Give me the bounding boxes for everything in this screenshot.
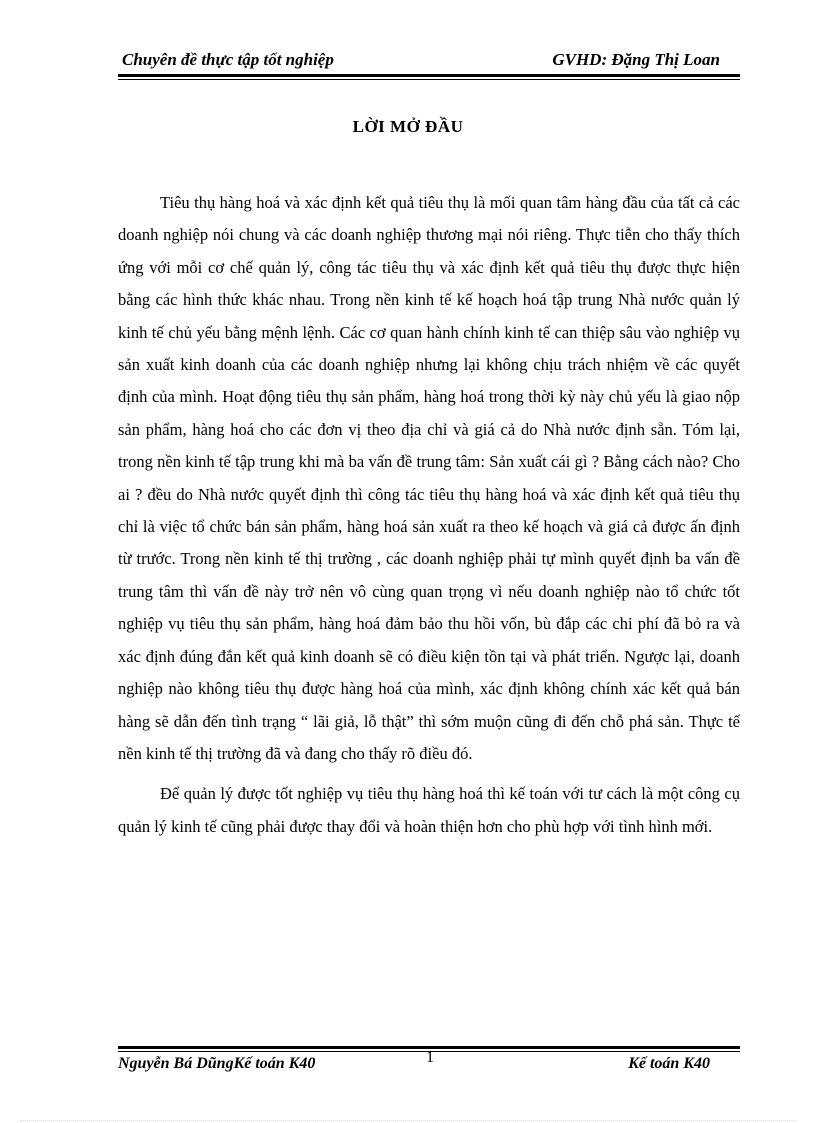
bottom-dotted-border	[20, 1120, 796, 1121]
header-advisor: GVHD: Đặng Thị Loan	[552, 50, 720, 69]
header-rule-thick	[118, 74, 740, 77]
footer-author: Nguyễn Bá DũngKế toán K40	[118, 1055, 316, 1072]
page-number: 1	[426, 1049, 434, 1066]
paragraph-intro: Tiêu thụ hàng hoá và xác định kết quả tiêu thụ là mối quan tâm hàng đầu của tất cả các doanh nghiệp nói chung và các doanh nghiệp thương mại nói riêng. Thực tiễn cho thấy thích ứng với mỗi cơ chế quản lý, công tác tiêu thụ và xác định kết quả tiêu thụ được thực hiện bằng các hình thức khác nhau. Trong nền kinh tế kế hoạch hoá tập trung Nhà nước quản lý kinh tế chủ yếu bằng mệnh lệnh. Các cơ quan hành chính kinh tế can thiệp sâu vào nghiệp vụ sản xuất kinh doanh của các doanh nghiệp nhưng lại không chịu trách nhiệm về các quyết định của mình. Hoạt động tiêu thụ sản phẩm, hàng hoá trong thời kỳ này chủ yếu là giao nộp sản phẩm, hàng hoá cho các đơn vị theo địa chỉ và giá cả do Nhà nước định sẵn. Tóm lại, trong nền kinh tế tập trung khi mà ba vấn đề trung tâm: Sản xuất cái gì ? Bằng cách nào? Cho ai ? đều do Nhà nước quyết định thì công tác tiêu thụ hàng hoá và xác định kết quả tiêu thụ chỉ là việc tổ chức bán sản phẩm, hàng hoá sản xuất ra theo kế hoạch và giá cả được ấn định từ trước. Trong nền kinh tế thị trường , các doanh nghiệp phải tự mình quyết định ba vấn đề trung tâm thì vấn đề này trở nên vô cùng quan trọng vì nếu doanh nghiệp nào tổ chức tốt nghiệp vụ tiêu thụ sản phẩm, hàng hoá đảm bảo thu hồi vốn, bù đắp các chi phí đã bỏ ra và xác định đúng đắn kết quả kinh doanh sẽ có điều kiện tồn tại và phát triển. Ngược lại, doanh nghiệp nào không tiêu thụ được hàng hoá của mình, xác định không chính xác kết quả bán hàng sẽ dẫn đến tình trạng “ lãi giả, lỗ thật” thì sớm muộn cũng đi đến chỗ phá sản. Thực tế nền kinh tế thị trường đã và đang cho thấy rõ điều đó.	[118, 193, 740, 763]
header-title: Chuyên đề thực tập tốt nghiệp	[122, 50, 334, 69]
footer-class: Kế toán K40	[628, 1055, 710, 1072]
page-title: LỜI MỞ ĐẦU	[352, 117, 464, 136]
document-body	[118, 187, 740, 843]
page-header	[118, 48, 740, 72]
page-footer	[118, 1049, 740, 1079]
header-rule-thin	[118, 79, 740, 80]
paragraph-conclusion: Để quản lý được tốt nghiệp vụ tiêu thụ hàng hoá thì kế toán với tư cách là một công cụ quản lý kinh tế cũng phải được thay đổi và hoàn thiện hơn cho phù hợp với tình hình mới.	[118, 784, 740, 836]
